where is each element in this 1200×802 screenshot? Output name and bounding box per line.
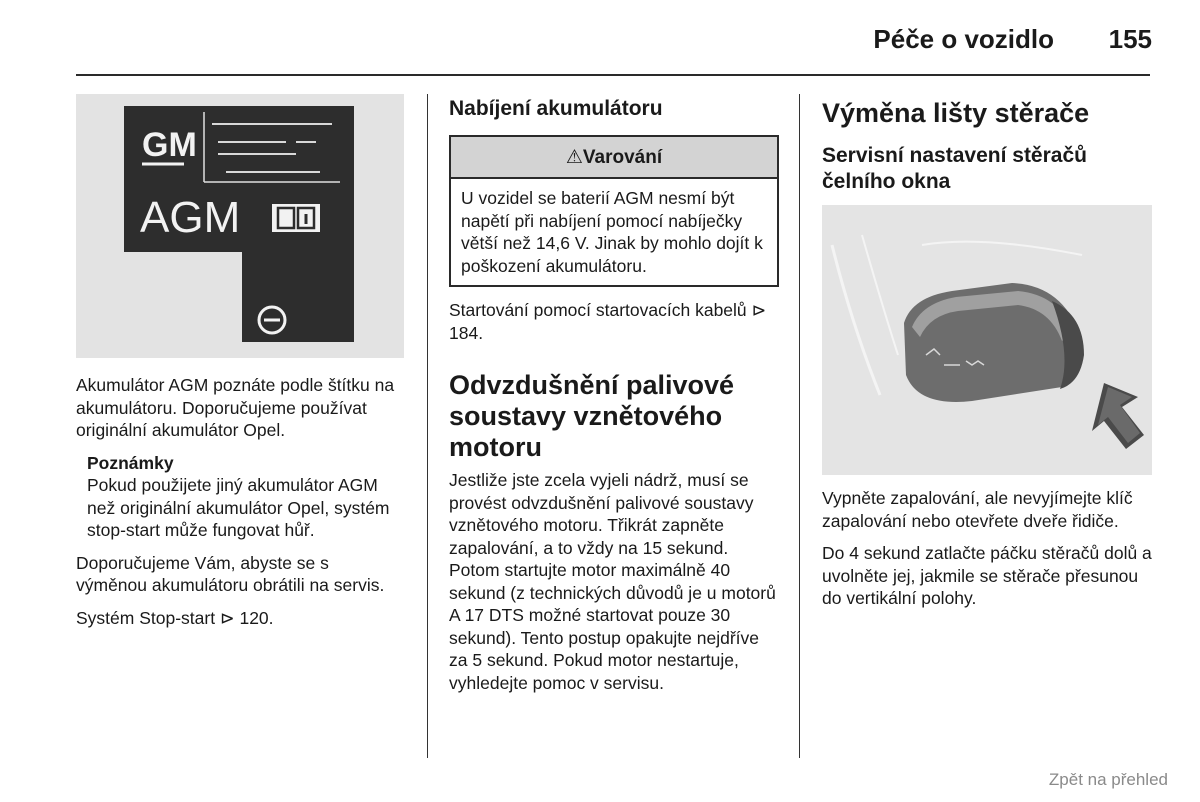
column-1 <box>76 94 404 639</box>
wiper-lever-illustration <box>822 205 1152 475</box>
warning-title: ⚠Varování <box>451 137 777 180</box>
note-title: Poznámky <box>87 452 174 473</box>
heading-wiper-blade-replacement: Výměna lišty stěrače <box>822 98 1090 128</box>
header-divider <box>76 74 1150 76</box>
column-divider-1 <box>427 94 428 758</box>
agm-label-text: AGM <box>140 193 241 242</box>
wiper-lever-figure <box>822 205 1152 475</box>
agm-label-illustration <box>76 94 404 358</box>
jump-start-reference[interactable]: Startování pomocí startovacích kabelů ⊳ 184. <box>449 300 767 343</box>
warning-box <box>449 135 779 288</box>
page-number: 155 <box>1108 24 1152 54</box>
note-text: Pokud použijete jiný akumulátor AGM než originální akumulátor Opel, systém stop-start může fungovat hůř. <box>87 475 390 540</box>
warning-text: U vozidel se baterií AGM nesmí být napětí při nabíjení pomocí nabíječky větší než 14,6 V. Jinak by mohlo dojít k poškození akumulátoru. <box>461 188 763 276</box>
heading-fuel-bleeding: Odvzdušnění palivové soustavy vznětového motoru <box>449 370 735 462</box>
wiper-lever-icon <box>904 283 1084 402</box>
fuel-bleeding-paragraph: Jestliže jste zcela vyjeli nádrž, musí se provést odvzdušnění palivové soustavy vznětového motoru. Třikrát zapněte zapalování, a to vždy na 15 sekund. Potom startujte motor maximálně 40 sekund (z technických důvodů je u motorů A 17 DTS možné startovat pouze 30 sekund). Tento postup opakujte nejdříve za 5 sekund. Pokud motor nestartuje, vyhledejte pomoc v servisu. <box>449 470 776 693</box>
gm-logo: GM <box>142 126 197 164</box>
book-info-icon <box>272 204 320 232</box>
agm-battery-label-figure <box>76 94 404 358</box>
heading-wiper-service-position: Servisní nastavení stěračů čelního okna <box>822 144 1087 193</box>
agm-intro-paragraph: Akumulátor AGM poznáte podle štítku na akumulátoru. Doporučujeme používat originální akumulátor Opel. <box>76 375 395 440</box>
heading-battery-charging: Nabíjení akumulátoru <box>449 97 663 120</box>
service-recommendation: Doporučujeme Vám, abyste se s výměnou akumulátoru obrátili na servis. <box>76 552 385 595</box>
stop-start-reference[interactable]: Systém Stop-start ⊳ 120. <box>76 607 274 628</box>
section-title: Péče o vozidlo <box>873 24 1054 54</box>
wiper-lever-instruction: Do 4 sekund zatlačte páčku stěračů dolů a uvolněte jej, jakmile se stěrače přesunou do vertikální polohy. <box>822 543 1152 608</box>
note-block <box>87 452 404 542</box>
ignition-instruction: Vypněte zapalování, ale nevyjímejte klíč zapalování nebo otevřete dveře řidiče. <box>822 488 1133 531</box>
column-2 <box>449 94 779 704</box>
column-divider-2 <box>799 94 800 758</box>
column-3 <box>822 94 1152 620</box>
back-to-overview-link[interactable]: Zpět na přehled <box>1048 770 1168 789</box>
